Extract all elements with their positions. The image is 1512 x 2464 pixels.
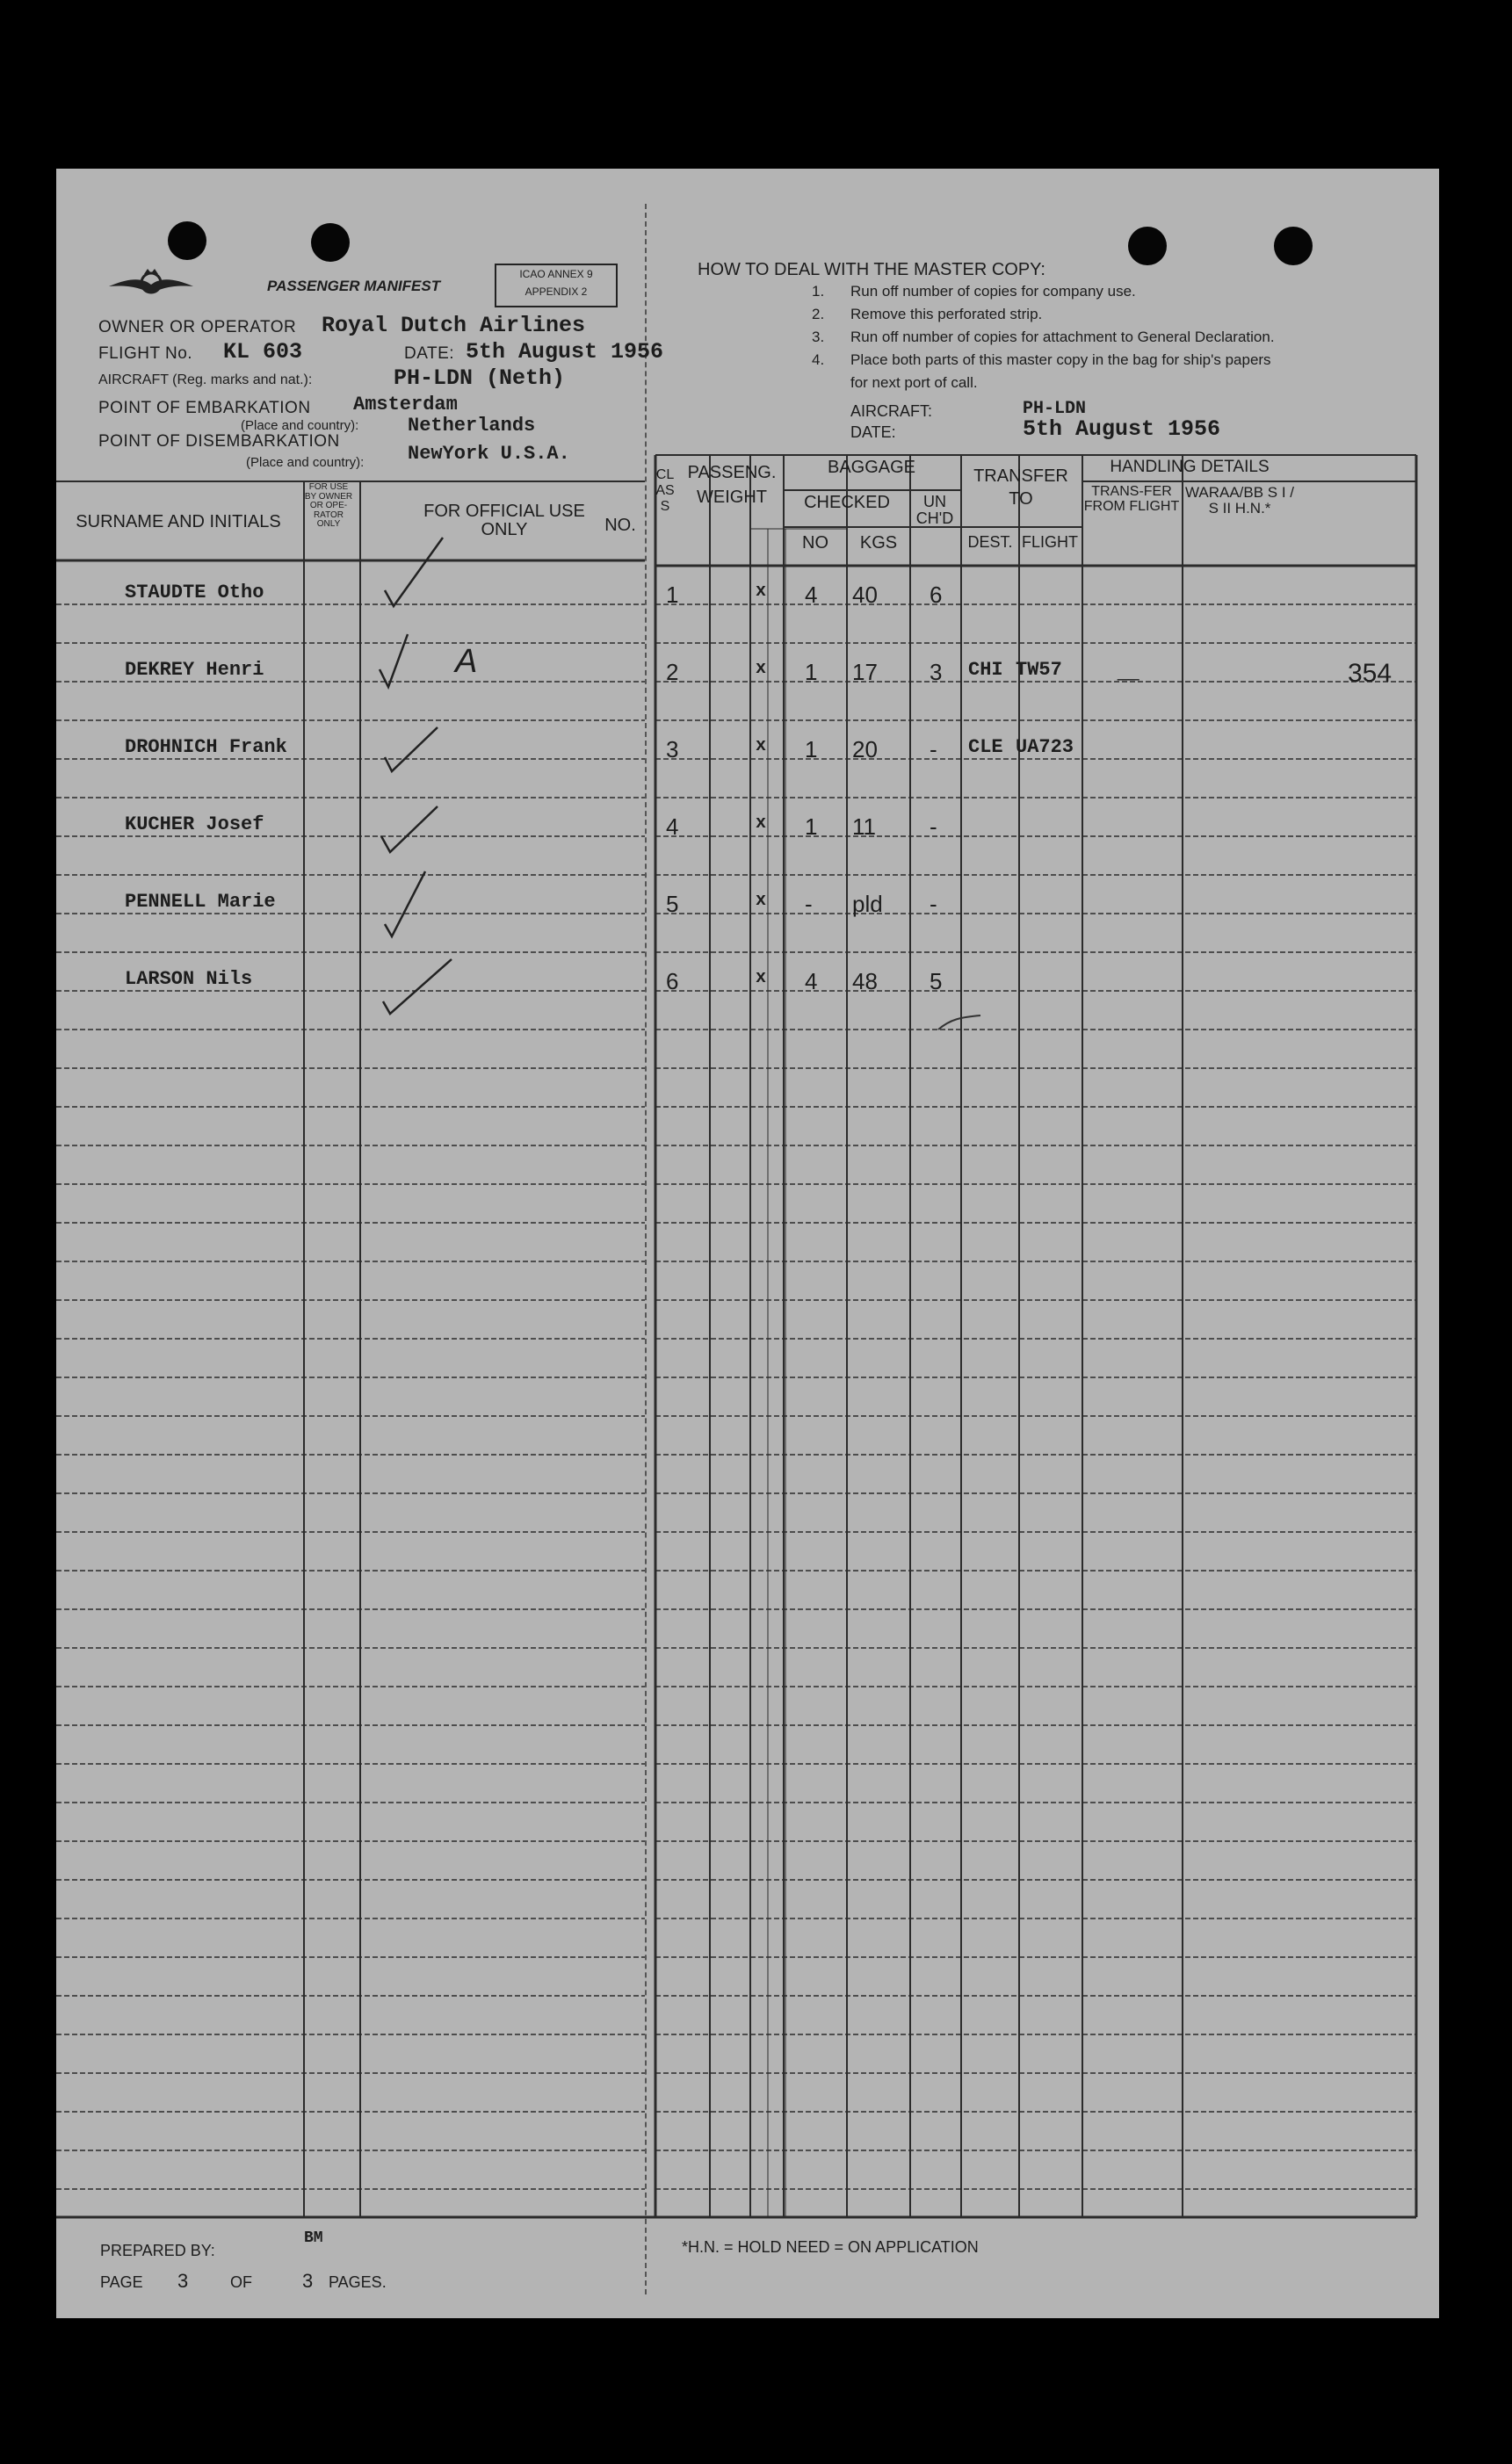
cell-no: 6 xyxy=(666,968,679,994)
cell-bag-no: 1 xyxy=(805,659,818,685)
date-label: DATE: xyxy=(404,344,455,363)
header-transfer-from: TRANS-FER FROM FLIGHT xyxy=(1083,484,1180,514)
disembark-value: NewYork U.S.A. xyxy=(408,443,570,465)
check-mark-icon xyxy=(385,871,425,936)
instr-aircraft-label: AIRCRAFT: xyxy=(850,402,933,420)
cell-mark: x xyxy=(756,968,767,988)
prepared-value: BM xyxy=(304,2229,323,2247)
pencil-stroke xyxy=(935,1012,988,1038)
cell-name: STAUDTE Otho xyxy=(125,582,264,603)
cell-flight: UA723 xyxy=(1016,736,1074,758)
header-weight: WEIGHT xyxy=(697,488,767,507)
header-transfer: TRANSFER xyxy=(973,466,1068,486)
cell-dest: CHI xyxy=(968,659,1003,681)
embark-country: Netherlands xyxy=(408,415,536,437)
cell-kgs: 40 xyxy=(852,582,878,608)
embark-value: Amsterdam xyxy=(353,394,458,415)
manifest-sheet xyxy=(56,169,1439,2318)
owner-value: Royal Dutch Airlines xyxy=(322,313,586,338)
instruction-text-5: for next port of call. xyxy=(850,374,978,391)
cell-unchd: - xyxy=(930,736,937,762)
cell-unchd: 3 xyxy=(930,659,943,685)
instruction-text-4: Place both parts of this master copy in the bag for ship's papers xyxy=(850,351,1271,368)
instruction-text-1: Run off number of copies for company use. xyxy=(850,283,1136,300)
cell-bag-no: - xyxy=(805,891,813,917)
cell-hn: 354 xyxy=(1348,659,1393,688)
instructions-heading: HOW TO DEAL WITH THE MASTER COPY: xyxy=(698,260,1045,279)
cell-unchd: 5 xyxy=(930,968,943,994)
embark-label: POINT OF EMBARKATION xyxy=(98,399,311,417)
page-value: 3 xyxy=(177,2270,189,2292)
cell-unchd: - xyxy=(930,891,937,917)
header-baggage: BAGGAGE xyxy=(827,458,916,477)
header-handling: HANDLING DETAILS xyxy=(1110,458,1270,476)
cell-no: 3 xyxy=(666,736,679,762)
cell-name: LARSON Nils xyxy=(125,968,253,990)
icao-annex: ICAO ANNEX 9 xyxy=(519,268,593,280)
of-label: OF xyxy=(230,2273,252,2291)
cell-unchd: - xyxy=(930,813,937,840)
form-title: PASSENGER MANIFEST xyxy=(267,278,441,294)
handwritten-a: A xyxy=(455,643,478,680)
instruction-num-1: 1. xyxy=(812,283,825,300)
flight-label: FLIGHT No. xyxy=(98,344,193,363)
embark-place-label: (Place and country): xyxy=(241,418,359,433)
check-mark-icon xyxy=(383,959,452,1014)
header-bag-no: NO xyxy=(802,533,828,553)
cell-bag-no: 4 xyxy=(805,968,818,994)
instruction-num-2: 2. xyxy=(812,306,825,322)
cell-flight: TW57 xyxy=(1016,659,1062,681)
header-flight: FLIGHT xyxy=(1021,533,1078,551)
cell-name: PENNELL Marie xyxy=(125,891,276,913)
cell-name: DROHNICH Frank xyxy=(125,736,287,758)
official-check-marks xyxy=(373,502,566,1170)
cell-bag-no: 1 xyxy=(805,813,818,840)
date-value: 5th August 1956 xyxy=(466,339,664,365)
cell-name: DEKREY Henri xyxy=(125,659,264,681)
hn-note: *H.N. = HOLD NEED = ON APPLICATION xyxy=(682,2238,979,2256)
cell-no: 5 xyxy=(666,891,679,917)
cell-name: KUCHER Josef xyxy=(125,813,264,835)
cell-no: 4 xyxy=(666,813,679,840)
header-passeng: PASSENG. xyxy=(687,463,777,482)
cell-no: 2 xyxy=(666,659,679,685)
owner-label: OWNER OR OPERATOR xyxy=(98,318,297,336)
cell-no: 1 xyxy=(666,582,679,608)
cell-bag-no: 1 xyxy=(805,736,818,762)
cell-unchd: 6 xyxy=(930,582,943,608)
cell-dest: CLE xyxy=(968,736,1003,758)
flight-value: KL 603 xyxy=(223,339,303,365)
disembark-label: POINT OF DISEMBARKATION xyxy=(98,432,340,451)
header-checked: CHECKED xyxy=(804,493,890,512)
instr-aircraft-value: PH-LDN xyxy=(1023,399,1087,419)
cell-mark: x xyxy=(756,582,767,602)
header-dest: DEST. xyxy=(967,533,1013,551)
instruction-num-4: 4. xyxy=(812,351,825,368)
cell-kgs: 20 xyxy=(852,736,878,762)
header-class: CLASS xyxy=(655,467,675,514)
aircraft-label: AIRCRAFT (Reg. marks and nat.): xyxy=(98,372,313,387)
header-to: TO xyxy=(1009,489,1033,509)
cell-mark: x xyxy=(756,736,767,756)
cell-bag-no: 4 xyxy=(805,582,818,608)
check-mark-icon xyxy=(380,634,408,687)
header-unchd: UN CH'D xyxy=(915,493,954,527)
of-value: 3 xyxy=(302,2270,314,2292)
cell-kgs: pld xyxy=(852,891,883,917)
instruction-text-2: Remove this perforated strip. xyxy=(850,306,1043,322)
instr-date-value: 5th August 1956 xyxy=(1023,416,1221,442)
prepared-label: PREPARED BY: xyxy=(100,2242,215,2259)
check-mark-icon xyxy=(381,806,438,852)
header-waraa: WARAA/BB S I / S II H.N.* xyxy=(1184,484,1295,517)
header-owner-use: FOR USE BY OWNER OR OPE-RATOR ONLY xyxy=(304,482,353,529)
instruction-text-3: Run off number of copies for attachment to General Declaration. xyxy=(850,329,1275,345)
cell-mark: x xyxy=(756,891,767,911)
pages-label: PAGES. xyxy=(329,2273,387,2291)
header-surname: SURNAME AND INITIALS xyxy=(76,512,281,531)
page-label: PAGE xyxy=(100,2273,143,2291)
header-official: FOR OFFICIAL USE ONLY xyxy=(423,502,585,539)
header-no: NO. xyxy=(604,516,636,535)
cell-mark: x xyxy=(756,659,767,679)
check-mark-icon xyxy=(385,538,443,606)
disembark-place-label: (Place and country): xyxy=(246,455,365,470)
cell-kgs: 11 xyxy=(852,813,876,840)
cell-kgs: 48 xyxy=(852,968,878,994)
check-mark-icon xyxy=(385,727,438,771)
header-kgs: KGS xyxy=(859,533,898,553)
aircraft-value: PH-LDN (Neth) xyxy=(394,365,566,391)
cell-kgs: 17 xyxy=(852,659,878,685)
cell-from: __ xyxy=(1118,659,1139,681)
icao-appendix: APPENDIX 2 xyxy=(524,285,588,298)
instr-date-label: DATE: xyxy=(850,423,896,441)
instruction-num-3: 3. xyxy=(812,329,825,345)
cell-mark: x xyxy=(756,813,767,834)
